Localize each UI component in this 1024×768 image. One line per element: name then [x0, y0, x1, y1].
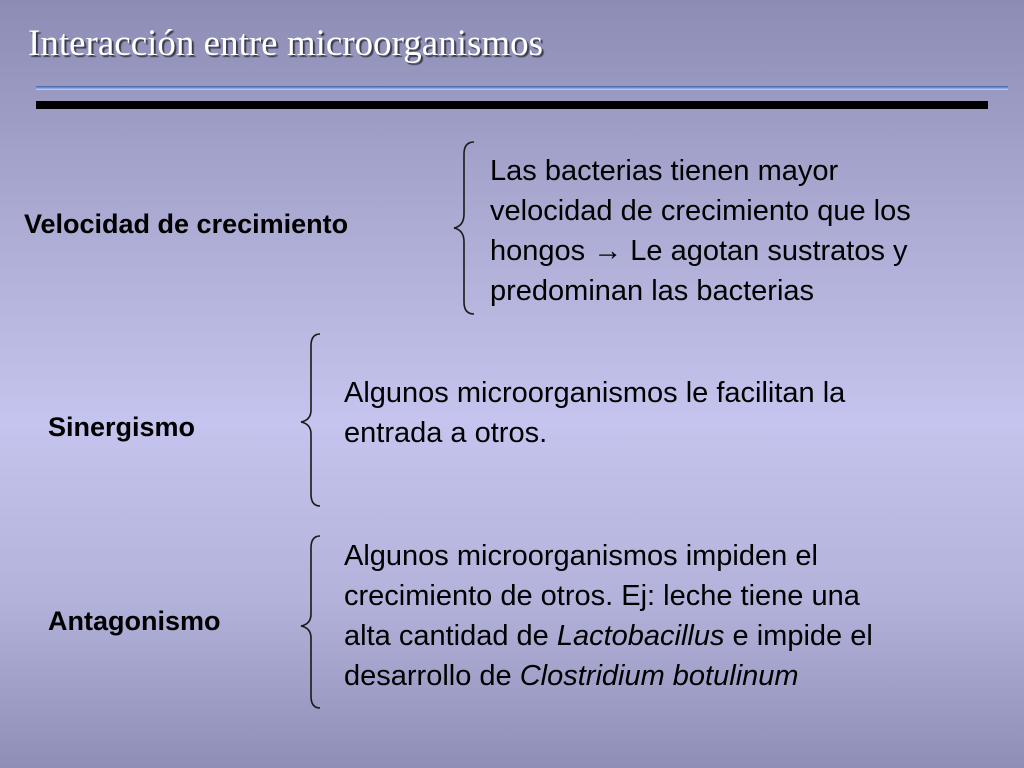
description-line: velocidad de crecimiento que los [490, 195, 911, 227]
title-underline-thin [36, 86, 1008, 90]
description-line: hongos → Le agotan sustratos y [490, 235, 908, 267]
description-line: Las bacterias tienen mayor [490, 155, 839, 187]
description-line: Algunos microorganismos impiden el [344, 540, 818, 572]
description-velocidad-de-crecimiento [490, 151, 911, 311]
description-line [344, 616, 873, 656]
term-sinergismo: Sinergismo [48, 412, 196, 442]
species-name: Clostridium botulinum [519, 660, 799, 692]
description-line: predominan las bacterias [490, 275, 815, 307]
description-line: entrada a otros. [344, 417, 548, 449]
text-fragment: desarrollo de [344, 660, 520, 692]
title-underline-thick [36, 101, 988, 109]
term-velocidad-de-crecimiento: Velocidad de crecimiento [24, 209, 349, 239]
description-line: Algunos microorganismos le facilitan la [344, 377, 846, 409]
description-line: crecimiento de otros. Ej: leche tiene una [344, 580, 860, 612]
text-fragment: alta cantidad de [344, 620, 557, 652]
description-line [344, 656, 873, 696]
description-sinergismo [344, 373, 845, 453]
curly-brace [448, 140, 480, 316]
species-name: Lactobacillus [556, 620, 725, 652]
slide-title: Interacción entre microorganismos [28, 23, 544, 64]
description-antagonismo [344, 536, 873, 696]
curly-brace [296, 534, 326, 710]
text-fragment: e impide el [724, 620, 873, 652]
term-antagonismo: Antagonismo [48, 606, 221, 636]
curly-brace [296, 332, 326, 508]
